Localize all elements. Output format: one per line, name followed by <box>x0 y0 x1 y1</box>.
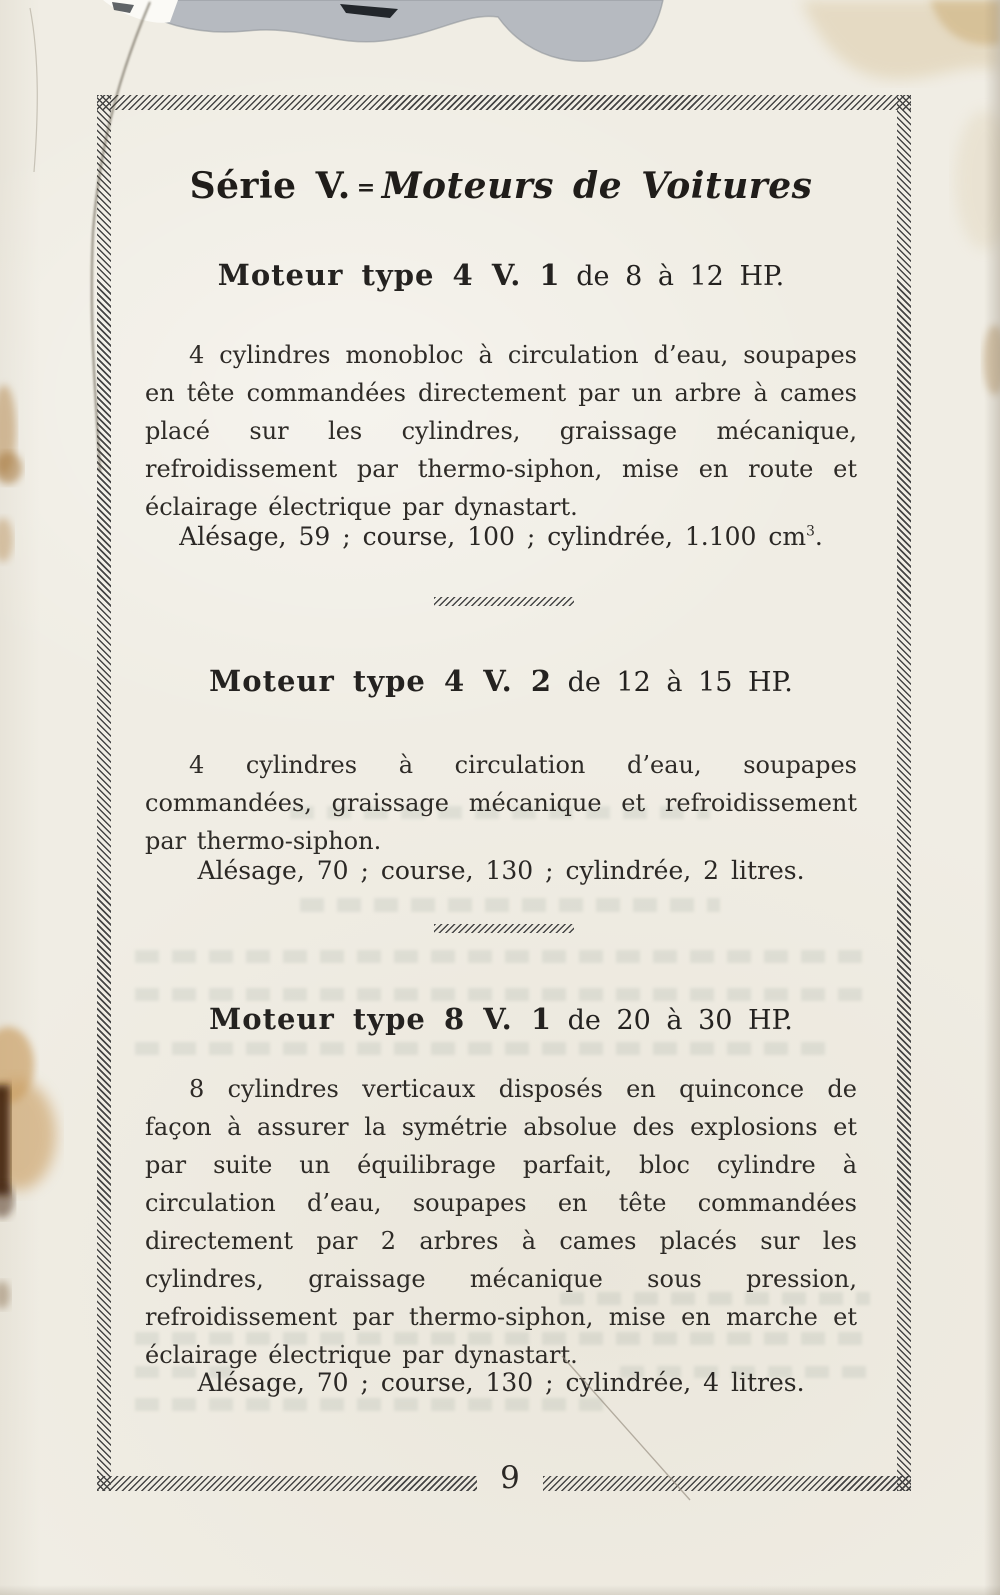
equals-separator: = <box>356 175 376 201</box>
motor-specs-4v2 <box>145 856 857 885</box>
bleed-through-ghost <box>135 950 875 963</box>
section-divider <box>434 924 574 933</box>
motor-heading-4v2 <box>145 664 857 698</box>
series-subject: Moteurs de Voitures <box>381 165 813 207</box>
stain-left-2 <box>0 452 22 484</box>
specs-text: Alésage, 59 ; course, 100 ; cylindrée, 1.100 cm <box>179 522 807 551</box>
bleed-through-ghost <box>300 898 720 912</box>
border-bottom-left <box>97 1476 477 1491</box>
motor-heading-8v1 <box>145 1002 857 1036</box>
motor-description-4v1: 4 cylindres monobloc à circulation d’eau, soupapes en tête commandées directement par un arbre à cames placé sur les cylindres, graissage mécanique, refroidissement par thermo-siphon, mise en route et éclairage électrique par dynastart. <box>145 341 857 521</box>
border-right <box>897 95 911 1491</box>
bleed-through-ghost <box>135 1042 835 1055</box>
crease-line-faint <box>30 8 37 172</box>
torn-paper-fragment <box>103 0 178 23</box>
tear-dark-sliver-2 <box>112 2 134 13</box>
border-top <box>97 95 911 110</box>
motor-model: Moteur type 4 V. 2 <box>209 664 553 698</box>
paper-edge-right <box>984 0 1000 1595</box>
torn-edge <box>128 0 663 61</box>
specs-superscript: 3 <box>806 523 815 540</box>
motor-power: de 20 à 30 HP. <box>567 1005 793 1036</box>
motor-model: Moteur type 8 V. 1 <box>209 1002 553 1036</box>
border-left <box>97 95 111 1491</box>
tear-dark-sliver <box>340 4 398 18</box>
motor-description-4v2: 4 cylindres à circulation d’eau, soupapes commandées, graissage mécanique et refroidissement par thermo-siphon. <box>145 751 857 855</box>
specs-period: . <box>814 522 823 551</box>
burn-speck <box>0 1182 14 1218</box>
motor-specs-8v1 <box>145 1368 857 1397</box>
series-name: Série V. <box>189 165 351 207</box>
burn-speck-2 <box>0 1281 10 1309</box>
motor-specs-4v1 <box>145 522 857 551</box>
torn-edge-shadow <box>128 0 663 61</box>
burn-halo-2 <box>0 1080 56 1190</box>
paper-edge-bottom <box>0 1585 1000 1595</box>
bleed-through-ghost <box>135 988 875 1001</box>
stain-left-3 <box>0 518 13 562</box>
motor-heading-4v1 <box>145 258 857 292</box>
border-bottom-right <box>543 1476 911 1491</box>
page-number: 9 <box>500 1460 520 1496</box>
motor-model: Moteur type 4 V. 1 <box>217 258 561 292</box>
bleed-through-ghost <box>135 1398 605 1411</box>
motor-power: de 12 à 15 HP. <box>567 667 793 698</box>
section-divider <box>434 597 574 606</box>
stain-left-1 <box>0 385 16 475</box>
specs-text: Alésage, 70 ; course, 130 ; cylindrée, 4 litres. <box>197 1368 805 1397</box>
motor-description-8v1: 8 cylindres verticaux disposés en quinconce de façon à assurer la symétrie absolue des explosions et par suite un équilibrage parfait, bloc cylindre à circulation d’eau, soupapes en tête commandées directement par 2 arbres à cames placés sur les cylindres, graissage mécanique sous pression, refroidissement par thermo-siphon, mise en marche et éclairage électrique par dynastart. <box>145 1075 857 1369</box>
stain-top-right <box>800 0 1000 80</box>
burn-core <box>0 1085 10 1195</box>
motor-power: de 8 à 12 HP. <box>576 261 785 292</box>
series-title <box>145 165 857 207</box>
specs-text: Alésage, 70 ; course, 130 ; cylindrée, 2 litres. <box>197 856 805 885</box>
burn-halo-1 <box>0 1027 34 1103</box>
